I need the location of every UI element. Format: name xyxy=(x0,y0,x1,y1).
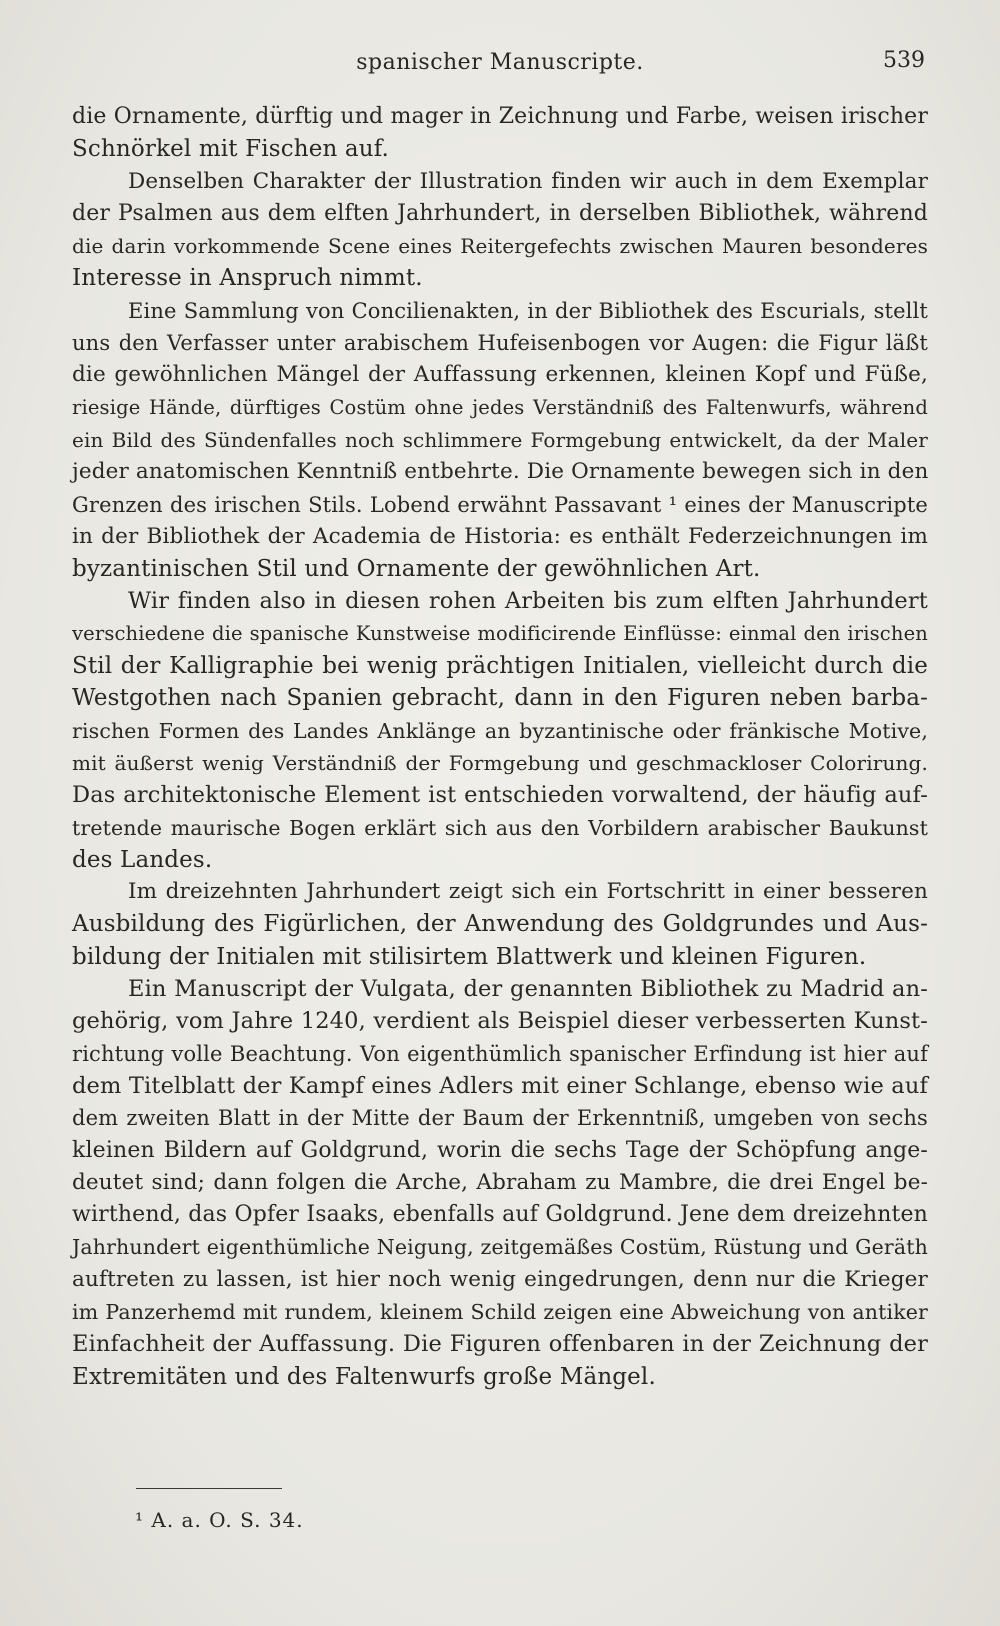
text-line: wirthend, das Opfer Isaaks, ebenfalls auf Goldgrund. Jene dem dreizehnten xyxy=(72,1202,928,1228)
text-line: kleinen Bildern auf Goldgrund, worin die sechs Tage der Schöpfung ange- xyxy=(72,1137,928,1163)
text-line: rischen Formen des Landes Anklänge an byzantinische oder fränkische Motive, xyxy=(72,718,928,743)
footnote: ¹ A. a. O. S. 34. xyxy=(135,1508,304,1532)
text-line: Wir finden also in diesen rohen Arbeiten bis zum elften Jahrhundert xyxy=(128,588,928,615)
running-head xyxy=(0,44,1000,84)
text-line: verschiedene die spanische Kunstweise modificirende Einflüsse: einmal den irischen xyxy=(72,621,928,645)
footnote-rule xyxy=(136,1488,282,1489)
text-line: Ausbildung des Figürlichen, der Anwendung des Goldgrundes und Aus- xyxy=(72,911,928,938)
running-title: spanischer Manuscripte. xyxy=(356,50,644,75)
text-line: die gewöhnlichen Mängel der Auffassung erkennen, kleinen Kopf und Füße, xyxy=(72,362,928,388)
text-line: jeder anatomischen Kenntniß entbehrte. Die Ornamente bewegen sich in den xyxy=(72,459,929,485)
text-line: der Psalmen aus dem elften Jahrhundert, in derselben Bibliothek, während xyxy=(72,200,928,226)
text-line: Eine Sammlung von Concilienakten, in der Bibliothek des Escurials, stellt xyxy=(128,298,928,323)
text-line: des Landes. xyxy=(72,846,213,873)
text-line: Stil der Kalligraphie bei wenig prächtigen Initialen, vielleicht durch die xyxy=(72,653,928,680)
text-line: die Ornamente, dürftig und mager in Zeichnung und Farbe, weisen irischer xyxy=(72,104,928,129)
text-line: richtung volle Beachtung. Von eigenthümlich spanischer Erfindung ist hier auf xyxy=(72,1041,928,1066)
body-text xyxy=(72,101,928,1393)
text-line: im Panzerhemd mit rundem, kleinem Schild zeigen eine Abweichung von antiker xyxy=(72,1299,928,1324)
text-line: Grenzen des irischen Stils. Lobend erwähnt Passavant ¹ eines der Manuscripte xyxy=(72,492,928,517)
text-line: Interesse in Anspruch nimmt. xyxy=(72,265,423,292)
text-line: die darin vorkommende Scene eines Reitergefechts zwischen Mauren besonderes xyxy=(72,234,928,259)
text-line: deutet sind; dann folgen die Arche, Abraham zu Mambre, die drei Engel be- xyxy=(72,1169,928,1195)
text-line: byzantinischen Stil und Ornamente der gewöhnlichen Art. xyxy=(72,556,761,583)
text-line: in der Bibliothek der Academia de Historia: es enthält Federzeichnungen im xyxy=(72,523,928,549)
text-line: riesige Hände, dürftiges Costüm ohne jedes Verständniß des Faltenwurfs, während xyxy=(72,395,928,419)
text-line: Einfachheit der Auffassung. Die Figuren offenbaren in der Zeichnung der xyxy=(72,1331,928,1358)
text-line: auftreten zu lassen, ist hier noch wenig eingedrungen, denn nur die Krieger xyxy=(72,1266,928,1292)
text-line: bildung der Initialen mit stilisirtem Blattwerk und kleinen Figuren. xyxy=(72,943,867,970)
text-line: mit äußerst wenig Verständniß der Formgebung und geschmackloser Colorirung. xyxy=(72,750,928,775)
text-line: ein Bild des Sündenfalles noch schlimmere Formgebung entwickelt, da der Maler xyxy=(72,427,928,452)
text-line: Schnörkel mit Fischen auf. xyxy=(72,136,390,163)
text-line: Jahrhundert eigenthümliche Neigung, zeitgemäßes Costüm, Rüstung und Geräth xyxy=(72,1235,928,1260)
text-line: Ein Manuscript der Vulgata, der genannten Bibliothek zu Madrid an- xyxy=(128,976,928,1003)
text-line: tretende maurische Bogen erklärt sich aus den Vorbildern arabischer Baukunst xyxy=(72,815,928,840)
text-line: Denselben Charakter der Illustration finden wir auch in dem Exemplar xyxy=(128,168,928,194)
page-number: 539 xyxy=(883,48,925,73)
text-line: Westgothen nach Spanien gebracht, dann in den Figuren neben barba- xyxy=(72,685,928,712)
text-line: Im dreizehnten Jahrhundert zeigt sich ein Fortschritt in einer besseren xyxy=(128,879,928,905)
text-line: Das architektonische Element ist entschieden vorwaltend, der häufig auf- xyxy=(72,782,928,809)
text-line: dem zweiten Blatt in der Mitte der Baum der Erkenntniß, umgeben von sechs xyxy=(72,1106,928,1131)
text-line: dem Titelblatt der Kampf eines Adlers mit einer Schlange, ebenso wie auf xyxy=(72,1072,928,1099)
text-line: uns den Verfasser unter arabischem Hufeisenbogen vor Augen: die Figur läßt xyxy=(72,331,928,356)
text-line: gehörig, vom Jahre 1240, verdient als Beispiel dieser verbesserten Kunst- xyxy=(72,1008,928,1035)
text-line: Extremitäten und des Faltenwurfs große Mängel. xyxy=(72,1363,656,1390)
